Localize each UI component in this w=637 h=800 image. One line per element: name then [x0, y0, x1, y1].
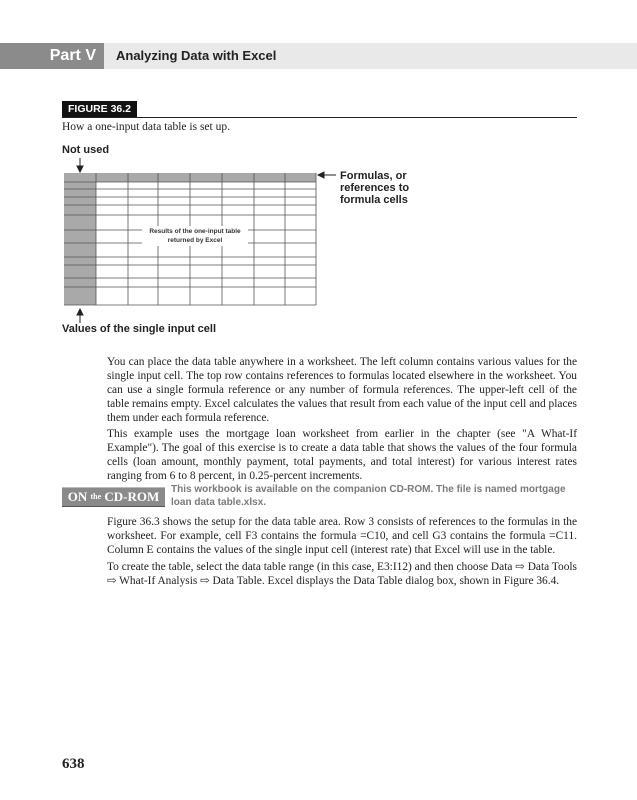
arrow-formulas-head: [318, 172, 324, 178]
arrow-values-head: [77, 309, 83, 315]
page-number: 638: [62, 756, 85, 772]
body-paragraph-3: Figure 36.3 shows the setup for the data table area. Row 3 consists of references to the formulas in the worksheet. For example, cell F3 contains the formula =C10, and cell G3 contains the formula =C11. Column E contains the values of the single input cell (interest rate) that Excel will use in the table.: [107, 516, 577, 556]
arrow-not-used-head: [77, 166, 83, 172]
formula-row: [96, 173, 316, 182]
annotation-formulas: Formulas, or references to formula cells: [340, 170, 410, 206]
on-the-cdrom-badge: [62, 487, 165, 507]
annotation-values: Values of the single input cell: [62, 323, 217, 335]
figure-label: FIGURE 36.2: [62, 101, 137, 117]
chapter-title: Analyzing Data with Excel: [116, 48, 277, 63]
cd-note: This workbook is available on the companion CD-ROM. The file is named mortgage loan data table.xlsx.: [171, 484, 566, 508]
figure-caption: How a one-input data table is set up.: [62, 121, 230, 133]
part-label: Part V: [0, 43, 104, 69]
input-values-column: [64, 173, 96, 305]
badge-the: the: [90, 492, 102, 501]
annotation-results: Results of the one-input table returned by Excel: [142, 226, 248, 246]
badge-cdrom: CD-ROM: [104, 489, 160, 504]
body-paragraph-4: To create the table, select the data table range (in this case, E3:I12) and then choose Data ⇨ Data Tools ⇨ What-If Analysis ⇨ Data Table. Excel displays the Data Table dialog box, shown in Figure 36.4.: [107, 561, 577, 587]
annotation-not-used: Not used: [62, 144, 110, 156]
body-paragraph-1: You can place the data table anywhere in a worksheet. The left column contains various values for the single input cell. The top row contains references to formulas located elsewhere in the worksheet. You can use a single formula reference or any number of formula references. The upper-left cell of the table remains empty. Excel calculates the values that result from each value of the input cell and places them under each formula reference.: [107, 356, 577, 424]
badge-on: ON: [67, 489, 88, 504]
body-paragraph-2: This example uses the mortgage loan worksheet from earlier in the chapter (see "A What-If Example"). The goal of this exercise is to create a data table that shows the values of the four formula cells (loan amount, monthly payment, total payments, and total interest) for various interest rates ranging from 6 to 8 percent, in 0.25-percent increments.: [107, 428, 577, 482]
